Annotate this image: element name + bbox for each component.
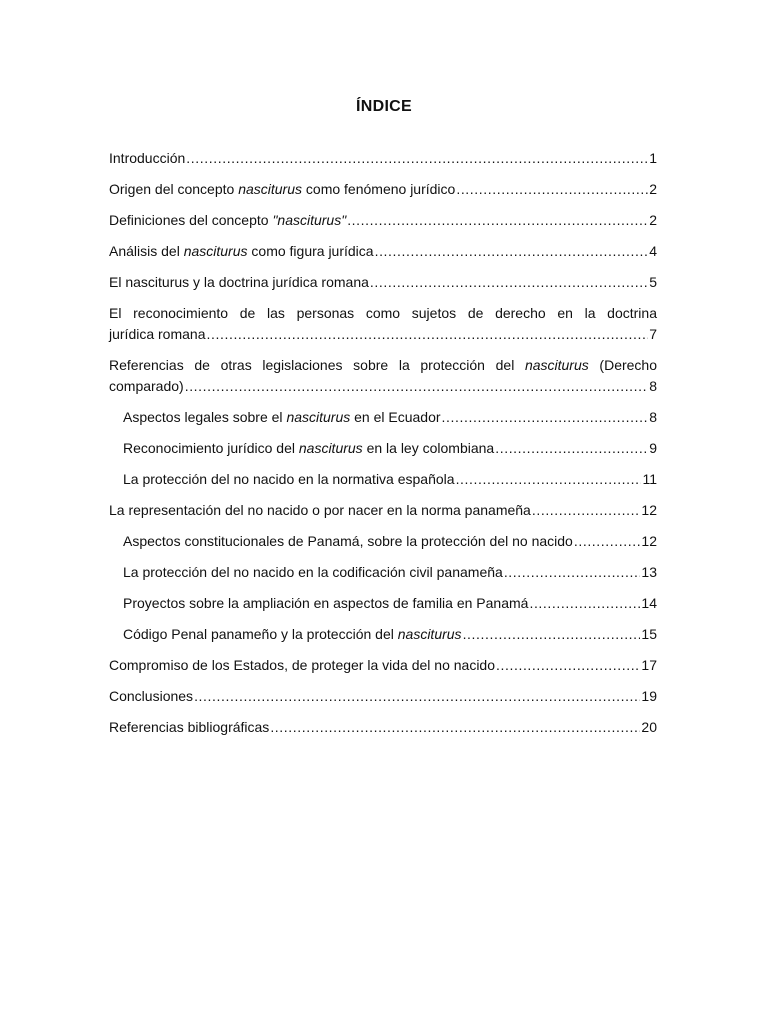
toc-entry-line [109, 407, 657, 428]
toc-page-number: 19 [641, 688, 657, 704]
toc-entry-title [109, 148, 185, 169]
toc-entry-title [123, 469, 455, 490]
toc-entry-title [109, 686, 193, 707]
toc-entry[interactable] [109, 469, 657, 490]
toc-entry-text: en la ley colombiana [362, 440, 495, 456]
toc-entry-text: Compromiso de los Estados, de proteger la vida del no nacido [109, 657, 495, 673]
toc-entry-first-line [109, 303, 657, 324]
toc-entry-title [123, 438, 494, 459]
toc-entry-line [109, 469, 657, 490]
toc-entry-line [109, 241, 657, 262]
toc-entry-line [109, 624, 657, 645]
toc-entry-title [109, 655, 495, 676]
toc-entry-text: Aspectos constitucionales de Panamá, sobre la protección del no nacido [123, 533, 573, 549]
toc-entry-line [109, 272, 657, 293]
toc-entry-text: como figura jurídica [247, 243, 374, 259]
toc-entry-italic-text: nasciturus [298, 440, 363, 456]
toc-entry-first-line [109, 355, 657, 376]
page-title: ÍNDICE [355, 98, 413, 115]
toc-entry[interactable] [109, 241, 657, 262]
toc-page-number: 5 [649, 274, 657, 290]
toc-page-number: 2 [649, 181, 657, 197]
toc-entry-text: Definiciones del concepto [109, 212, 273, 228]
toc-entry-line [109, 210, 657, 231]
toc-entry[interactable] [109, 438, 657, 459]
toc-entry-line [109, 376, 657, 397]
toc-entry-title [123, 407, 441, 428]
toc-entry-text: El nasciturus y la doctrina jurídica romana [109, 274, 369, 290]
toc-page-number: 8 [649, 409, 657, 425]
toc-entry-line [109, 686, 657, 707]
dot-leader [442, 407, 649, 428]
toc-entry-text: La representación del no nacido o por nacer en la norma panameña [109, 502, 531, 518]
toc-entry[interactable] [109, 148, 657, 169]
toc-entry-text: Reconocimiento jurídico del [123, 440, 299, 456]
dot-leader [463, 624, 641, 645]
toc-entry[interactable] [109, 407, 657, 428]
toc-entry-italic-text: "nasciturus" [272, 212, 347, 228]
toc-page-number: 15 [641, 626, 657, 642]
dot-leader [496, 655, 640, 676]
toc-entry-title [109, 210, 346, 231]
toc-entry-line [109, 148, 657, 169]
dot-leader [532, 500, 641, 521]
toc-entry-text: Conclusiones [109, 688, 194, 704]
dot-leader [375, 241, 649, 262]
toc-page-number: 13 [641, 564, 657, 580]
table-of-contents [109, 148, 657, 748]
toc-entry-line [109, 531, 657, 552]
dot-leader [270, 717, 640, 738]
toc-entry-text: jurídica romana [109, 326, 206, 342]
toc-entry[interactable] [109, 355, 657, 397]
toc-entry-title [123, 531, 573, 552]
toc-entry[interactable] [109, 272, 657, 293]
toc-entry[interactable] [109, 210, 657, 231]
dot-leader [194, 686, 640, 707]
toc-entry-line [109, 593, 657, 614]
toc-entry-line [109, 717, 657, 738]
toc-page-number: 14 [641, 595, 657, 611]
toc-entry-text: como fenómeno jurídico [302, 181, 456, 197]
toc-entry-text: Aspectos legales sobre el [123, 409, 287, 425]
toc-page-number: 17 [641, 657, 657, 673]
toc-entry-text: Referencias de otras legislaciones sobre la protección del [109, 357, 525, 373]
toc-entry-text: (Derecho [588, 357, 657, 373]
toc-entry-text: Análisis del [109, 243, 184, 259]
toc-entry-text: Introducción [109, 150, 186, 166]
toc-entry-title [109, 500, 531, 521]
toc-entry-text: Referencias bibliográficas [109, 719, 270, 735]
toc-entry[interactable] [109, 179, 657, 200]
dot-leader [207, 324, 649, 345]
toc-entry-title [109, 376, 184, 397]
dot-leader [529, 593, 640, 614]
toc-entry-title [109, 717, 269, 738]
toc-entry[interactable] [109, 686, 657, 707]
toc-page-number: 8 [649, 378, 657, 394]
toc-entry-line [109, 324, 657, 345]
toc-page-number: 2 [649, 212, 657, 228]
toc-page-number: 9 [649, 440, 657, 456]
dot-leader [495, 438, 648, 459]
dot-leader [347, 210, 648, 231]
dot-leader [370, 272, 648, 293]
toc-entry-text: Proyectos sobre la ampliación en aspectos de familia en Panamá [123, 595, 529, 611]
toc-entry[interactable] [109, 303, 657, 345]
dot-leader [504, 562, 641, 583]
dot-leader [456, 179, 648, 200]
toc-entry-title [123, 562, 503, 583]
toc-entry[interactable] [109, 655, 657, 676]
toc-entry-title [123, 624, 462, 645]
toc-entry-text: El reconocimiento de las personas como sujetos de derecho en la doctrina [109, 305, 657, 321]
toc-entry-line [109, 500, 657, 521]
toc-page-number: 12 [641, 533, 657, 549]
toc-entry[interactable] [109, 624, 657, 645]
toc-entry-text: Origen del concepto [109, 181, 239, 197]
toc-entry-line [109, 562, 657, 583]
toc-entry-italic-text: nasciturus [183, 243, 248, 259]
toc-entry-italic-text: nasciturus [397, 626, 462, 642]
toc-entry-line [109, 655, 657, 676]
toc-entry[interactable] [109, 500, 657, 521]
toc-entry-title [109, 241, 374, 262]
toc-entry[interactable] [109, 717, 657, 738]
toc-entry-text: La protección del no nacido en la codificación civil panameña [123, 564, 503, 580]
toc-page-number: 7 [649, 326, 657, 342]
toc-entry-text: Código Penal panameño y la protección del [123, 626, 398, 642]
toc-entry-text: La protección del no nacido en la normativa española [123, 471, 455, 487]
toc-page-number: 11 [642, 471, 657, 487]
dot-leader [186, 148, 648, 169]
toc-entry[interactable] [109, 593, 657, 614]
toc-entry-line [109, 438, 657, 459]
toc-entry[interactable] [109, 562, 657, 583]
dot-leader [456, 469, 642, 490]
toc-entry-italic-text: nasciturus [238, 181, 303, 197]
toc-entry-text: comparado) [109, 378, 184, 394]
toc-page-number: 20 [641, 719, 657, 735]
dot-leader [185, 376, 649, 397]
toc-entry-italic-text: nasciturus [286, 409, 351, 425]
toc-entry-title [109, 272, 369, 293]
toc-entry-line [109, 179, 657, 200]
toc-page-number: 12 [641, 502, 657, 518]
toc-entry-title [109, 324, 206, 345]
toc-entry-italic-text: nasciturus [524, 357, 589, 373]
toc-entry-text: en el Ecuador [350, 409, 441, 425]
toc-page-number: 4 [649, 243, 657, 259]
dot-leader [574, 531, 641, 552]
toc-entry[interactable] [109, 531, 657, 552]
toc-entry-title [123, 593, 528, 614]
toc-entry-title [109, 179, 455, 200]
toc-page-number: 1 [649, 150, 657, 166]
